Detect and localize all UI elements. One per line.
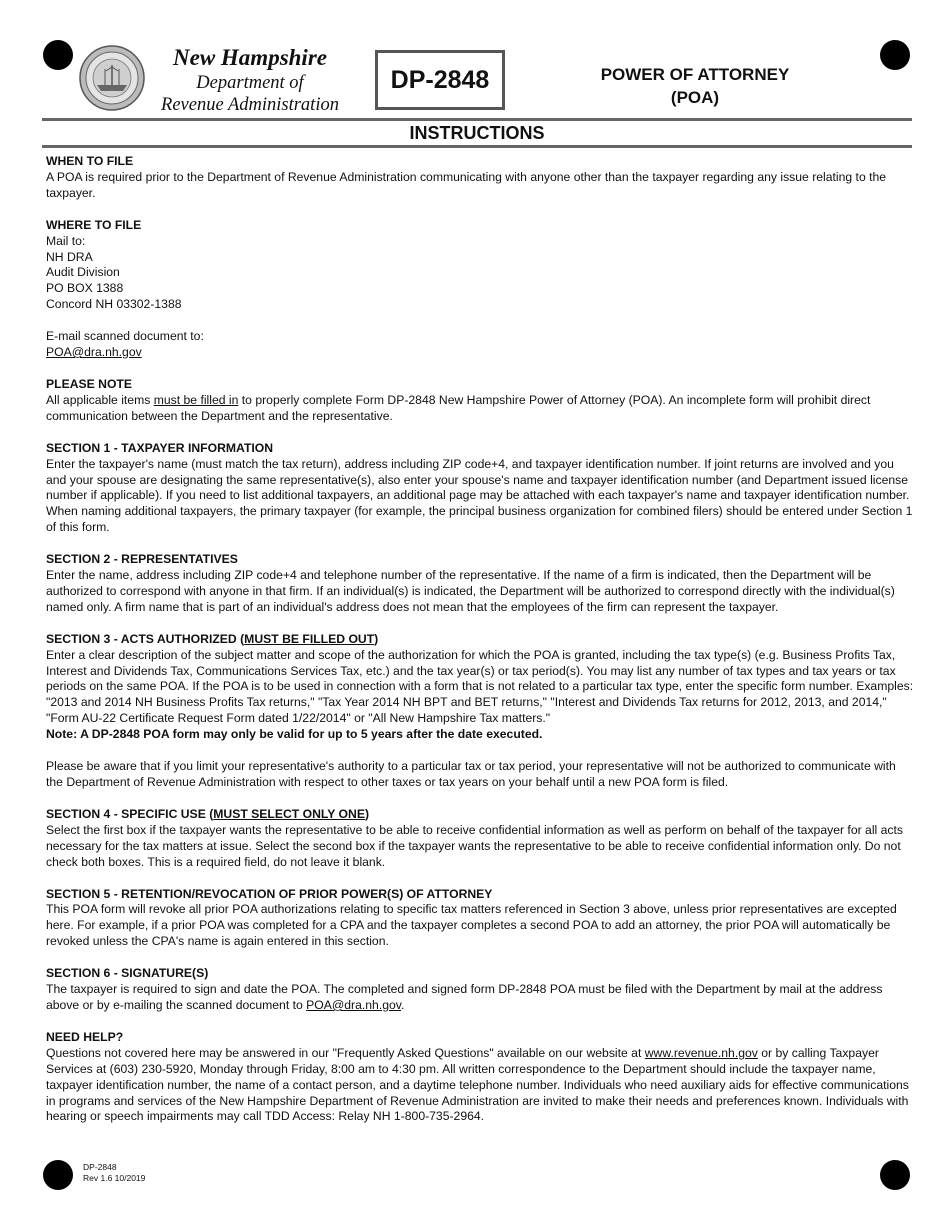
website-link[interactable]: www.revenue.nh.gov	[644, 1045, 758, 1060]
need-help-text-end: or by calling Taxpayer Services at (603) 230-5920, Monday through Friday, 8:00 am to 4:30 pm. All written correspondence to the Department should include the taxpayer name, taxpayer identification number, the name of a contact person, and a daytime telephone number. Individuals who need auxiliary aids for effective communications in programs and services of the New Hampshire Department of Revenue Administration are invited to make their needs and preferences known. Individuals with hearing or speech impairments may call TDD Access: Relay NH 1-800-735-2964.	[46, 1045, 909, 1124]
form-title-line-2: (POA)	[670, 88, 720, 107]
section-6-signatures	[46, 966, 914, 1014]
section-1-heading: SECTION 1 - TAXPAYER INFORMATION	[46, 440, 274, 455]
agency-line-1: Department of	[196, 73, 304, 93]
section-6-text-end: .	[400, 997, 405, 1012]
section-3-aware-text: Please be aware that if you limit your representative's authority to a particular tax or tax period, your representative will not be authorized to communicate with the Department of Revenue Administration with respect to other taxes or tax years on your behalf until a new POA form is filed.	[46, 759, 896, 789]
section-6-email-link[interactable]: POA@dra.nh.gov	[306, 997, 401, 1012]
section-4-heading-emphasis: MUST SELECT ONLY ONE	[213, 806, 365, 821]
registration-dot-bottom-right	[880, 1160, 910, 1190]
section-3-heading-emphasis: MUST BE FILLED OUT	[244, 631, 375, 646]
email-label: E-mail scanned document to:	[46, 329, 204, 344]
agency-name	[145, 44, 355, 116]
agency-state: New Hampshire	[173, 45, 327, 70]
section-4-text: Select the first box if the taxpayer wants the representative to be able to receive confidential information as well as perform on behalf of the taxpayer for all acts necessary for the tax matters at issue. Select the second box if the taxpayer wants the representative to be able to receive confidential information only. Do not check both boxes. This is a required field, do not leave it blank.	[46, 822, 903, 869]
when-to-file-text: A POA is required prior to the Department of Revenue Administration communicating with anyone other than the taxpayer regarding any issue relating to the taxpayer.	[46, 169, 887, 200]
need-help-text	[46, 1046, 914, 1126]
section-3-heading	[46, 632, 914, 648]
footer-revision: Rev 1.6 10/2019	[83, 1173, 146, 1183]
section-please-note	[46, 377, 914, 425]
mailing-address	[46, 234, 914, 314]
please-note-emphasis: must be filled in	[153, 392, 239, 407]
mail-line: Concord NH 03302-1388	[46, 297, 182, 312]
where-to-file-heading: WHERE TO FILE	[46, 217, 142, 232]
section-4-heading-start: SECTION 4 - SPECIFIC USE (	[46, 806, 214, 821]
section-5-heading: SECTION 5 - RETENTION/REVOCATION OF PRIOR POWER(S) OF ATTORNEY	[46, 886, 493, 901]
footer-form-number: DP-2848	[83, 1162, 117, 1172]
need-help-heading: NEED HELP?	[46, 1029, 124, 1044]
section-2-text: Enter the name, address including ZIP code+4 and telephone number of the representative. If the name of a firm is indicated, then the Department will be authorized to correspond with anyone in that firm. If an individual(s) is indicated, the Department will be authorized to correspond directly with the individual(s) named only. A firm name that is part of an individual's address does not mean that the employees of the firm can represent the taxpayer.	[46, 568, 895, 614]
section-6-text	[46, 982, 914, 1014]
section-4-specific-use	[46, 807, 914, 871]
when-to-file-heading: WHEN TO FILE	[46, 154, 134, 168]
mail-line: Mail to:	[46, 233, 86, 248]
please-note-text-start: All applicable items	[46, 392, 154, 407]
please-note-heading: PLEASE NOTE	[46, 376, 133, 391]
need-help-text-start: Questions not covered here may be answered in our "Frequently Asked Questions" available on our website at	[46, 1045, 645, 1060]
section-6-heading: SECTION 6 - SIGNATURE(S)	[46, 966, 209, 981]
section-3-text: Enter a clear description of the subject matter and scope of the authorization for which the POA is granted, including the tax type(s) (e.g. Business Profits Tax, Interest and Dividends Tax, Communications Services Tax, etc.) and the tax year(s) or tax period(s). You may list any number of tax types and tax years or tax periods on the same POA. If the POA is to be used in connection with a form that is not related to a particular tax type, enter the specific form number. Examples: "2013 and 2014 NH Business Profits Tax returns," "Tax Year 2014 NH BPT and BET returns," "Interest and Dividends Tax returns for 2012, 2013, and 2014," "Form AU-22 Certificate Request Form dated 1/22/2014" or "All New Hampshire Tax matters."	[46, 647, 914, 726]
registration-dot-top-left	[43, 40, 73, 70]
section-6-text-start: The taxpayer is required to sign and date the POA. The completed and signed form DP-2848 POA must be filed with the Department by mail at the address above or by e-mailing the scanned document to	[46, 982, 883, 1012]
section-3-heading-end: )	[374, 631, 379, 646]
section-1-text: Enter the taxpayer's name (must match the tax return), address including ZIP code+4, and taxpayer identification number. If joint returns are involved and you and your spouse are designating the same representative(s), also enter your spouse's name and taxpayer identification number (and Department issued license number if applicable). If you need to list additional taxpayers, an additional page may be attached with each taxpayer's name and taxpayer identification number. When naming additional taxpayers, the primary taxpayer (for example, the principal business organization for combined filers) should be entered under Section 1 of this form.	[46, 456, 913, 535]
footer	[83, 1162, 145, 1184]
state-seal-icon	[79, 45, 145, 111]
please-note-text	[46, 393, 914, 425]
email-link[interactable]: POA@dra.nh.gov	[46, 345, 142, 360]
section-5-text: This POA form will revoke all prior POA authorizations relating to specific tax matters referenced in Section 3 above, unless prior representatives are excepted here. For example, if a prior POA was completed for a CPA and the taxpayer completes a second POA to add an attorney, the prior POA will automatically be revoked unless the CPA's name is again entered in this section.	[46, 902, 897, 949]
section-where-to-file	[46, 218, 914, 361]
form-title	[585, 63, 805, 109]
instructions-body	[46, 154, 914, 1141]
section-2-heading: SECTION 2 - REPRESENTATIVES	[46, 552, 238, 567]
mail-line: PO BOX 1388	[46, 281, 124, 296]
section-need-help	[46, 1030, 914, 1125]
section-3-acts-authorized	[46, 632, 914, 791]
header-rule-bottom	[42, 145, 912, 148]
section-5-retention-revocation	[46, 887, 914, 951]
section-1-taxpayer-information	[46, 441, 914, 536]
section-4-heading-end: )	[364, 806, 370, 821]
instructions-title: INSTRUCTIONS	[409, 123, 545, 143]
registration-dot-bottom-left	[43, 1160, 73, 1190]
section-when-to-file	[46, 154, 914, 202]
mail-line: Audit Division	[46, 265, 120, 280]
header-rule-top	[42, 118, 912, 121]
section-3-note: Note: A DP-2848 POA form may only be valid for up to 5 years after the date executed.	[46, 727, 543, 742]
mail-line: NH DRA	[46, 249, 93, 264]
form-title-line-1: POWER OF ATTORNEY	[600, 65, 790, 84]
registration-dot-top-right	[880, 40, 910, 70]
agency-line-2: Revenue Administration	[161, 95, 339, 115]
form-number-box: DP-2848	[375, 50, 505, 110]
section-2-representatives	[46, 552, 914, 616]
please-note-text-end: to properly complete Form DP-2848 New Hampshire Power of Attorney (POA). An incomplete form will prohibit direct communication between the Department and the representative.	[46, 392, 871, 423]
section-3-heading-start: SECTION 3 - ACTS AUTHORIZED (	[46, 631, 245, 646]
section-4-heading	[46, 807, 914, 823]
